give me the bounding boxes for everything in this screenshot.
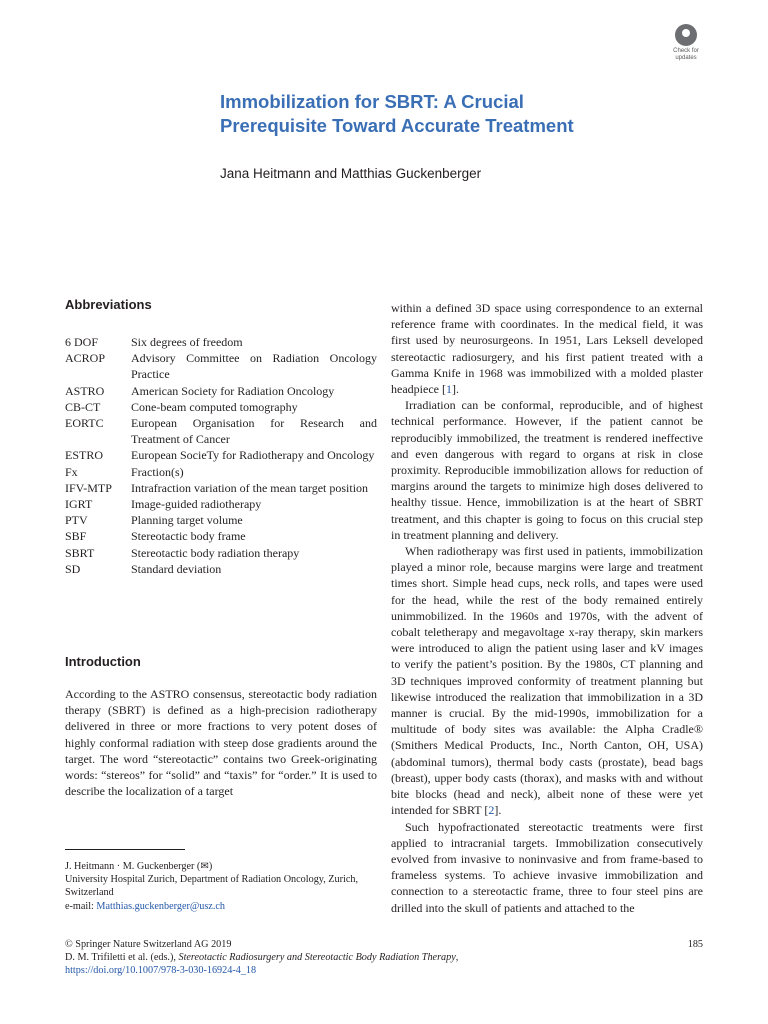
footnote-affiliation: University Hospital Zurich, Department of Radiation Oncology, Zurich, Switzerland [65,874,359,899]
abbreviation-definition: Advisory Committee on Radiation Oncology Practice [131,351,377,382]
abbreviation-key: 6 DOF [65,335,99,349]
abbreviation-row [65,350,377,382]
abbreviation-key: IGRT [65,497,93,512]
abbreviation-row [65,415,377,447]
paragraph-3: When radiotherapy was first used in patients, immobilization played a minor role, because margins were large and treatment times short. Simple head cups, neck rolls, and tapes were used for the head, while the rest of the body remained entirely unimmobilized. In the 1960s and 1970s, with the advent of cobalt teletherapy and megavoltage x-ray therapy, skin markers were introduced to align the patient using laser and kV images to verify the patient’s position. By the 1980s, CT planning and 3D techniques improved conformity of treatment planning but likewise introduced the realization that immobilization in a 3D manner is crucial. By the mid-1990s, immobilization for a multitude of body sites was available: the Alpha Cradle® (Smithers Medical Products, Inc., North Canton, OH, USA) (abdominal tumors), thermal body casts (prostate), bead bags (breast), upper body casts (thorax), and masks with and without bite blocks (head and neck), albeit none of these were yet intended for SBRT [2]. [391,544,703,818]
abbreviation-definition: Cone-beam computed tomography [131,399,298,414]
abbreviation-row [65,464,377,480]
abbreviation-definition: Intrafraction variation of the mean target position [131,480,369,495]
abbreviation-key: EORTC [65,416,104,431]
page-footer [65,938,703,978]
abbreviation-definition: European SocieTy for Radiotherapy and Oncology [131,448,375,463]
abbreviation-key: SBF [65,529,87,544]
abbreviation-definition: Standard deviation [131,561,222,576]
copyright: © Springer Nature Switzerland AG 2019 [65,939,232,950]
author-affiliation-footnote [65,860,377,913]
introduction-heading: Introduction [65,654,141,669]
abbreviation-key: Fx [65,464,78,479]
abbreviation-definition: Image-guided radiotherapy [131,497,262,512]
abbreviation-definition: Stereotactic body radiation therapy [131,545,300,560]
abbreviation-key: ESTRO [65,448,104,463]
abbreviation-definition: Fraction(s) [131,464,184,479]
abbreviation-row [65,528,377,544]
abbreviation-row [65,480,377,496]
book-title: Stereotactic Radiosurgery and Stereotactic Body Radiation Therapy [178,952,456,964]
abbreviation-key: CB-CT [65,399,101,414]
abbreviation-definition: European Organisation for Research and Treatment of Cancer [131,416,377,447]
title-line-1: Immobilization for SBRT: A Crucial [220,91,524,112]
abbreviations-section [65,296,377,577]
abbreviation-definition: American Society for Radiation Oncology [131,383,335,398]
abbreviation-key: SD [65,561,81,576]
abbreviation-definition: Planning target volume [131,513,243,528]
abbreviation-key: PTV [65,513,88,528]
abbreviation-key: ACROP [65,351,106,366]
footnote-authors: J. Heitmann · M. Guckenberger (✉) [65,861,213,872]
abbreviation-row [65,399,377,415]
right-column [391,300,703,916]
citation: D. M. Trifiletti et al. (eds.), Stereotactic Radiosurgery and Stereotactic Body Radiation Therapy, [65,952,459,964]
abbreviation-row [65,334,377,350]
abbreviation-key: ASTRO [65,383,105,398]
abbreviations-heading: Abbreviations [65,297,152,312]
footnote-email-line: e-mail: Matthias.guckenberger@usz.ch [65,900,225,912]
abbreviation-row [65,512,377,528]
abbreviation-key: SBRT [65,545,95,560]
check-for-updates-icon [675,24,697,46]
reference-link-1[interactable]: 1 [445,382,452,397]
paragraph-1: within a defined 3D space using correspondence to an external reference frame with coordinates. In the medical field, it was first used by neurosurgeons. In 1951, Lars Leksell developed stereotactic radiosurgery, and his first patient treated with a Gamma Knife in 1968 was immobilized with a molded plaster headpiece [1]. [391,301,703,397]
chapter-title [220,90,700,138]
reference-link-2[interactable]: 2 [488,803,495,818]
paragraph-2: Irradiation can be conformal, reproducible, and of highest technical performance. However, if the patient cannot be reproducibly immobilized, the treatment is rendered ineffective and even dangerous with regard to organs at risk in close proximity. Reproducible immobilization allows for reduction of margins around the targets to minimize high doses delivered to healthy tissue. Hence, immobilization is at the heart of SBRT treatment, and this chapter is going to focus on this crucial step in treatment planning and delivery. [391,398,703,542]
abbreviation-row [65,447,377,463]
footnote-divider [65,849,185,850]
title-line-2: Prerequisite Toward Accurate Treatment [220,115,574,136]
badge-text: Check for updates [673,48,699,61]
abbreviation-key: IFV-MTP [65,480,112,495]
introduction-body [65,686,377,799]
introduction-paragraph: According to the ASTRO consensus, stereotactic body radiation therapy (SBRT) is defined as a high-precision radiotherapy delivered in three or more fractions to very potent doses of highly conformal radiation with steep dose gradients around the target. The word “stereotactic” contains two Greek-originating words: “stereos” for “solid” and “taxis” for “order.” It is used to describe the localization of a target [65,687,377,799]
abbreviation-row [65,561,377,577]
abbreviation-row [65,383,377,399]
abbreviation-row [65,496,377,512]
doi-link[interactable]: https://doi.org/10.1007/978-3-030-16924-4_18 [65,965,257,977]
abbreviations-list [65,334,377,577]
abbreviation-definition: Stereotactic body frame [131,529,246,544]
page-number: 185 [687,939,703,950]
authors: Jana Heitmann and Matthias Guckenberger [220,166,482,181]
email-link[interactable]: Matthias.guckenberger@usz.ch [96,900,225,912]
abbreviation-definition: Six degrees of freedom [131,335,243,349]
check-for-updates-badge[interactable] [665,24,707,64]
abbreviation-row [65,545,377,561]
paragraph-4: Such hypofractionated stereotactic treatments were first applied to intracranial targets. Immobilization consecutively evolved from invasive to noninvasive and from frame-based to frameless systems. To achieve invasive immobilization and connection to a stereotactic frame, three to four steel pins are drilled into the skull of patients and attached to the [391,819,703,915]
